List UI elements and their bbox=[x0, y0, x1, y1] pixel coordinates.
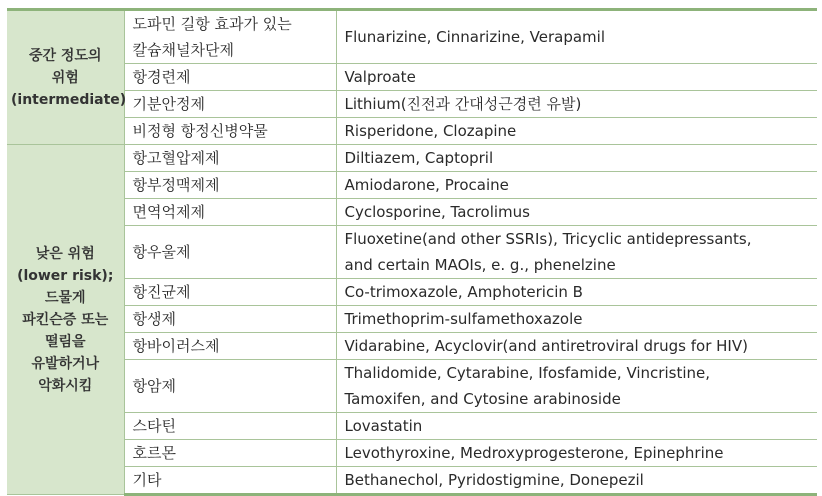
drug-names-cell bbox=[336, 333, 817, 360]
table-row bbox=[7, 199, 817, 226]
drug-class-label: 항바이러스제 bbox=[132, 337, 220, 355]
drug-class-cell bbox=[124, 118, 336, 145]
drug-names-cell bbox=[336, 413, 817, 440]
drug-names-text: Tamoxifen, and Cytosine arabinoside bbox=[344, 390, 621, 408]
table-row bbox=[7, 279, 817, 306]
drug-names-text: Flunarizine, Cinnarizine, Verapamil bbox=[344, 28, 605, 46]
drug-names-cell bbox=[336, 145, 817, 172]
table-row bbox=[7, 10, 817, 64]
drug-names-text: Cyclosporine, Tacrolimus bbox=[344, 203, 530, 221]
drug-names-text: Fluoxetine(and other SSRIs), Tricyclic antidepressants, bbox=[344, 230, 752, 248]
drug-names-text: Bethanechol, Pyridostigmine, Donepezil bbox=[344, 471, 644, 489]
drug-class-label: 기분안정제 bbox=[132, 95, 205, 113]
drug-names-cell bbox=[336, 279, 817, 306]
table-row bbox=[7, 306, 817, 333]
table-row bbox=[7, 467, 817, 495]
drug-class-label: 호르몬 bbox=[132, 444, 176, 462]
drug-names-text: Vidarabine, Acyclovir(and antiretroviral drugs for HIV) bbox=[344, 337, 748, 355]
table-row bbox=[7, 118, 817, 145]
drug-class-label: 비정형 항정신병약물 bbox=[132, 122, 268, 140]
drug-class-cell bbox=[124, 279, 336, 306]
table-row bbox=[7, 440, 817, 467]
table-row bbox=[7, 413, 817, 440]
drug-class-cell bbox=[124, 91, 336, 118]
drug-class-label: 항진균제 bbox=[132, 283, 191, 301]
drug-class-cell bbox=[124, 10, 336, 64]
drug-names-cell bbox=[336, 360, 817, 413]
drug-names-cell bbox=[336, 226, 817, 279]
table-row bbox=[7, 226, 817, 279]
drug-class-cell bbox=[124, 440, 336, 467]
drug-class-cell bbox=[124, 333, 336, 360]
table-row bbox=[7, 360, 817, 413]
drug-names-text: and certain MAOIs, e. g., phenelzine bbox=[344, 256, 616, 274]
risk-category-label: 파킨슨증 또는 bbox=[22, 311, 109, 328]
drug-class-label: 항암제 bbox=[132, 377, 176, 395]
drug-class-cell bbox=[124, 145, 336, 172]
drug-class-cell bbox=[124, 413, 336, 440]
table-row bbox=[7, 172, 817, 199]
drug-names-text: Amiodarone, Procaine bbox=[344, 176, 509, 194]
drug-class-cell bbox=[124, 467, 336, 495]
drug-class-label: 항고혈압제제 bbox=[132, 149, 220, 167]
drug-names-text: Lovastatin bbox=[344, 417, 423, 435]
drug-names-text: Trimethoprim-sulfamethoxazole bbox=[344, 310, 583, 328]
drug-class-cell bbox=[124, 360, 336, 413]
drug-names-text: Thalidomide, Cytarabine, Ifosfamide, Vincristine, bbox=[344, 364, 710, 382]
risk-category-cell bbox=[7, 10, 127, 145]
risk-category-label: 유발하거나 bbox=[31, 355, 100, 372]
drug-names-text: Co-trimoxazole, Amphotericin B bbox=[344, 283, 583, 301]
drug-names-text: Diltiazem, Captopril bbox=[344, 149, 494, 167]
drug-class-label: 도파민 길항 효과가 있는 bbox=[132, 15, 292, 33]
table-row bbox=[7, 64, 817, 91]
drug-names-cell bbox=[336, 118, 817, 145]
drug-class-label: 항생제 bbox=[132, 310, 176, 328]
risk-category-label: 드물게 bbox=[44, 289, 86, 306]
drug-names-cell bbox=[336, 172, 817, 199]
drug-names-cell bbox=[336, 199, 817, 226]
drug-names-cell bbox=[336, 91, 817, 118]
drug-class-label: 항우울제 bbox=[132, 243, 191, 261]
drug-risk-table-body bbox=[7, 10, 817, 495]
drug-names-cell bbox=[336, 10, 817, 64]
drug-class-cell bbox=[124, 172, 336, 199]
risk-category-label: 위험 bbox=[51, 69, 79, 86]
drug-names-cell bbox=[336, 306, 817, 333]
drug-names-cell bbox=[336, 440, 817, 467]
drug-class-label: 항경련제 bbox=[132, 68, 191, 86]
drug-names-text: Lithium(진전과 간대성근경련 유발) bbox=[344, 95, 582, 113]
risk-category-label: 떨림을 bbox=[44, 333, 86, 350]
risk-category-label: (intermediate) bbox=[11, 91, 127, 108]
drug-class-label: 칼슘채널차단제 bbox=[132, 41, 234, 59]
drug-class-cell bbox=[124, 199, 336, 226]
drug-names-cell bbox=[336, 467, 817, 495]
drug-names-text: Risperidone, Clozapine bbox=[344, 122, 517, 140]
drug-class-cell bbox=[124, 64, 336, 91]
drug-class-cell bbox=[124, 226, 336, 279]
risk-category-cell bbox=[7, 145, 124, 495]
drug-names-cell bbox=[336, 64, 817, 91]
drug-risk-table-container bbox=[7, 8, 817, 496]
drug-class-label: 기타 bbox=[132, 471, 162, 489]
table-row bbox=[7, 333, 817, 360]
drug-class-label: 면역억제제 bbox=[132, 203, 205, 221]
risk-category-label: (lower risk); bbox=[17, 267, 114, 284]
table-row bbox=[7, 145, 817, 172]
risk-category-label: 악화시킴 bbox=[38, 377, 93, 394]
risk-category-label: 낮은 위험 bbox=[35, 245, 95, 262]
table-row bbox=[7, 91, 817, 118]
drug-class-label: 스타틴 bbox=[132, 417, 176, 435]
drug-class-cell bbox=[124, 306, 336, 333]
risk-category-label: 중간 정도의 bbox=[29, 47, 102, 64]
drug-names-text: Valproate bbox=[344, 68, 416, 86]
drug-risk-table bbox=[7, 8, 817, 496]
drug-names-text: Levothyroxine, Medroxyprogesterone, Epinephrine bbox=[344, 444, 724, 462]
drug-class-label: 항부정맥제제 bbox=[132, 176, 220, 194]
